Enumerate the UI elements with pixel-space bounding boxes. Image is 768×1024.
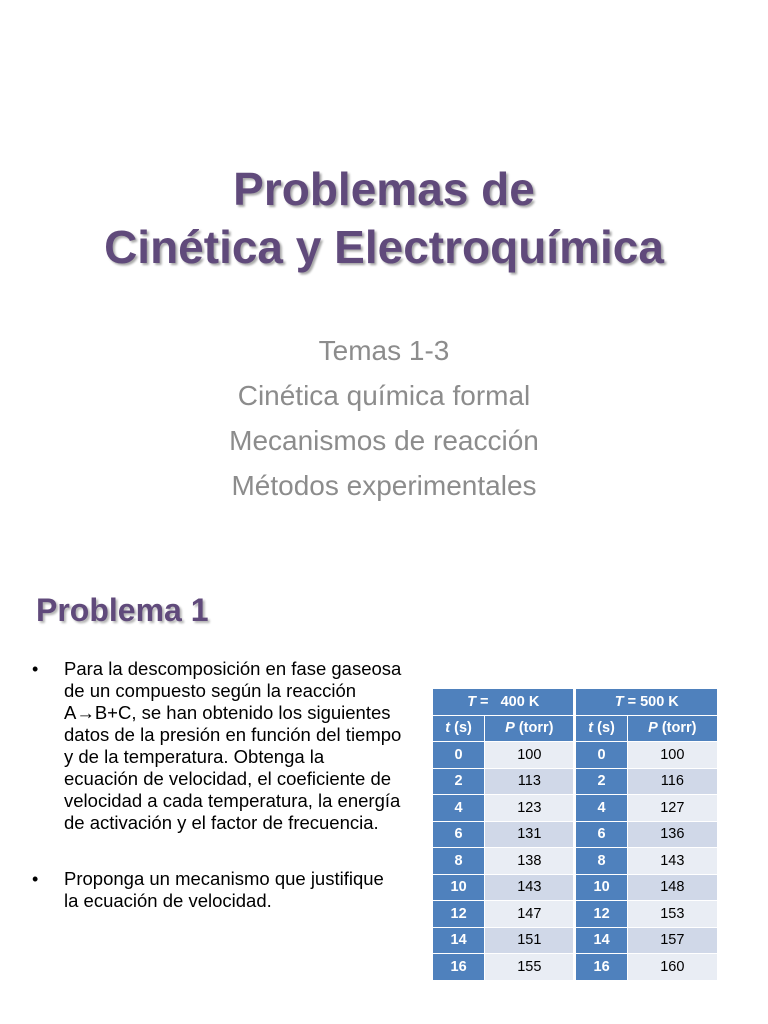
time-cell: 8 <box>575 848 627 875</box>
time-cell: 12 <box>575 901 627 928</box>
pressure-cell: 131 <box>485 821 575 848</box>
table-row <box>433 901 718 928</box>
pressure-cell: 143 <box>627 848 717 875</box>
time-cell: 10 <box>575 874 627 901</box>
time-cell: 10 <box>433 874 485 901</box>
title-line-2: Cinética y Electroquímica <box>104 221 664 273</box>
pressure-cell: 151 <box>485 927 575 954</box>
column-header-pressure: P (torr) <box>627 715 717 742</box>
subtitle-line: Temas 1-3 <box>318 335 450 366</box>
table-row <box>433 874 718 901</box>
subtitle-line: Mecanismos de reacción <box>229 425 539 456</box>
time-cell: 0 <box>575 742 627 769</box>
table-row <box>433 927 718 954</box>
pressure-data-table <box>432 688 718 981</box>
pressure-cell: 153 <box>627 901 717 928</box>
table-row <box>433 848 718 875</box>
pressure-cell: 100 <box>627 742 717 769</box>
subtitle-list <box>0 328 768 508</box>
column-header-row <box>433 715 718 742</box>
pressure-cell: 116 <box>627 768 717 795</box>
time-cell: 6 <box>575 821 627 848</box>
pressure-cell: 138 <box>485 848 575 875</box>
table-row <box>433 742 718 769</box>
pressure-cell: 113 <box>485 768 575 795</box>
temperature-header-400: T = 400 K <box>433 689 575 716</box>
presentation-title <box>0 160 768 276</box>
subtitle-line: Métodos experimentales <box>231 470 537 501</box>
column-header-pressure: P (torr) <box>485 715 575 742</box>
pressure-cell: 123 <box>485 795 575 822</box>
time-cell: 2 <box>433 768 485 795</box>
column-header-time: t (s) <box>433 715 485 742</box>
temperature-header-row <box>433 689 718 716</box>
time-cell: 4 <box>575 795 627 822</box>
time-cell: 16 <box>433 954 485 981</box>
time-cell: 14 <box>433 927 485 954</box>
pressure-cell: 143 <box>485 874 575 901</box>
time-cell: 2 <box>575 768 627 795</box>
problem-bullets <box>32 658 402 946</box>
pressure-cell: 100 <box>485 742 575 769</box>
problem-title: Problema 1 <box>36 592 209 628</box>
table-row <box>433 954 718 981</box>
column-header-time: t (s) <box>575 715 627 742</box>
pressure-cell: 147 <box>485 901 575 928</box>
time-cell: 6 <box>433 821 485 848</box>
pressure-cell: 127 <box>627 795 717 822</box>
subtitle-line: Cinética química formal <box>237 380 531 411</box>
pressure-cell: 160 <box>627 954 717 981</box>
title-line-1: Problemas de <box>233 163 535 215</box>
slide-problem-1 <box>0 576 768 1024</box>
bullet-text: Para la descomposición en fase gaseosa de un compuesto según la reacción A→B+C, se han obtenido los siguientes datos de la presión en función del tiempo y de la temperatura. Obtenga la ecuación de velocidad, el coeficiente de velocidad a cada temperatura, la energía de activación y el factor de frecuencia. <box>64 658 402 833</box>
pressure-cell: 157 <box>627 927 717 954</box>
pressure-cell: 155 <box>485 954 575 981</box>
time-cell: 4 <box>433 795 485 822</box>
bullet-marker: • <box>32 869 39 889</box>
table-row <box>433 795 718 822</box>
time-cell: 16 <box>575 954 627 981</box>
bullet-text: Proponga un mecanismo que justifique la ecuación de velocidad. <box>64 868 384 911</box>
bullet-marker: • <box>32 659 39 679</box>
table-row <box>433 821 718 848</box>
bullet-item <box>32 868 402 912</box>
time-cell: 8 <box>433 848 485 875</box>
bullet-item <box>32 658 402 834</box>
pressure-cell: 148 <box>627 874 717 901</box>
table-row <box>433 768 718 795</box>
time-cell: 0 <box>433 742 485 769</box>
time-cell: 14 <box>575 927 627 954</box>
time-cell: 12 <box>433 901 485 928</box>
temperature-header-500: T = 500 K <box>575 689 718 716</box>
pressure-cell: 136 <box>627 821 717 848</box>
